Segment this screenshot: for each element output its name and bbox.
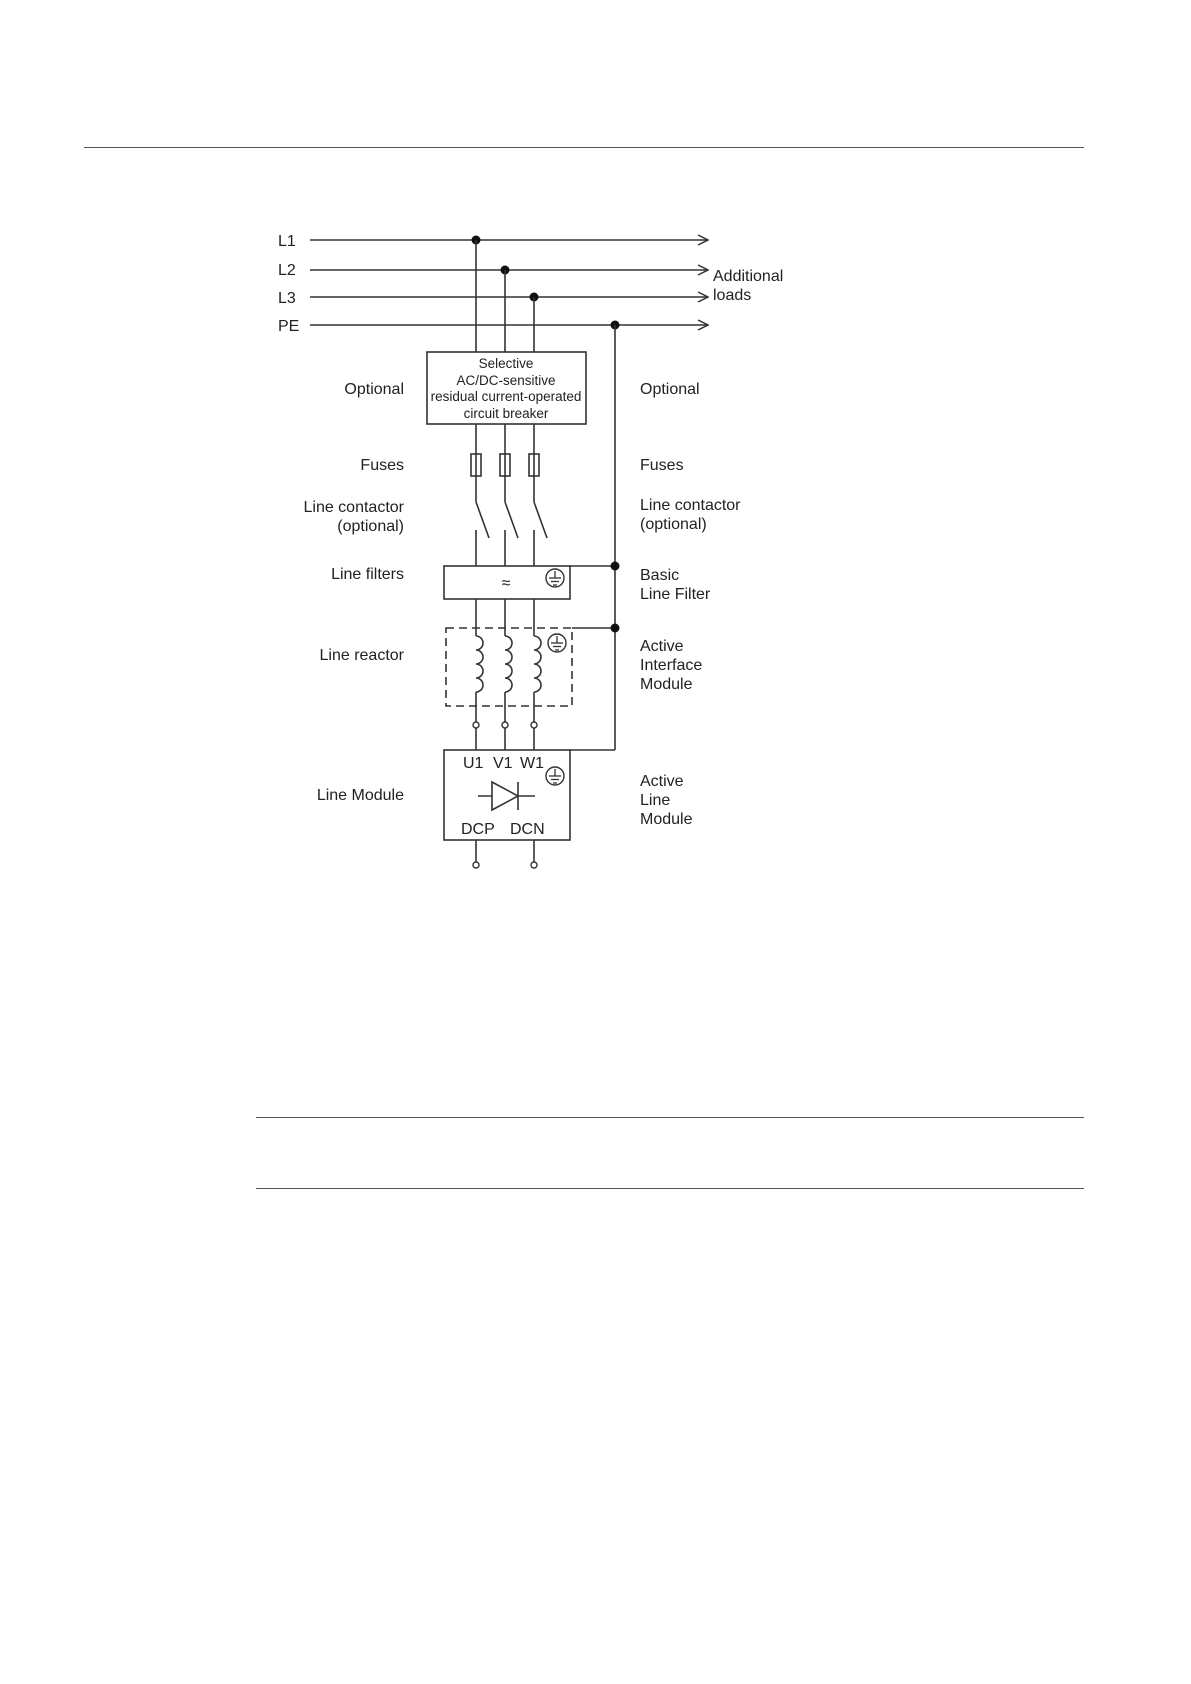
right-label-line: Line bbox=[640, 792, 671, 809]
additional-loads-line1: Additional bbox=[713, 268, 784, 285]
right-label-active: Active bbox=[640, 638, 684, 655]
reactor-coils bbox=[476, 636, 541, 692]
reactor-ground-icon bbox=[548, 634, 566, 652]
filter-ground-icon bbox=[546, 569, 564, 587]
additional-loads-line2: loads bbox=[713, 287, 752, 304]
right-label-fuses: Fuses bbox=[640, 457, 684, 474]
right-label-module: Module bbox=[640, 676, 693, 693]
right-label-line-contactor-optional: (optional) bbox=[640, 516, 707, 533]
terminal-dcp: DCP bbox=[461, 821, 495, 838]
breaker-text-line4: circuit breaker bbox=[463, 406, 549, 421]
terminal-v1: V1 bbox=[493, 755, 513, 772]
breaker-text-line1: Selective bbox=[478, 356, 534, 371]
line-contactor-switches bbox=[476, 502, 547, 538]
right-label-line-filter: Line Filter bbox=[640, 586, 711, 603]
supply-lines bbox=[310, 240, 708, 325]
junction-reactor-pe bbox=[611, 624, 620, 633]
right-label-basic: Basic bbox=[640, 567, 680, 584]
left-label-line-contactor-optional: (optional) bbox=[337, 518, 404, 535]
left-label-line-module: Line Module bbox=[316, 787, 404, 804]
fuses bbox=[471, 454, 539, 476]
module-ground-icon bbox=[546, 767, 564, 785]
right-label-optional: Optional bbox=[640, 381, 700, 398]
dcp-terminal-point bbox=[473, 862, 479, 868]
right-label-line-contactor: Line contactor bbox=[640, 497, 741, 514]
label-l2: L2 bbox=[278, 262, 296, 279]
left-label-line-filters: Line filters bbox=[331, 566, 404, 583]
left-label-line-reactor: Line reactor bbox=[319, 647, 404, 664]
junction-filter-pe bbox=[611, 562, 620, 571]
breaker-text-line3: residual current-operated bbox=[430, 389, 582, 404]
dcn-terminal-point bbox=[531, 862, 537, 868]
right-label-interface: Interface bbox=[640, 657, 703, 674]
terminal-dcn: DCN bbox=[510, 821, 545, 838]
right-label-active-line: Active bbox=[640, 773, 684, 790]
left-label-optional: Optional bbox=[344, 381, 404, 398]
left-label-line-contactor: Line contactor bbox=[303, 499, 404, 516]
label-l3: L3 bbox=[278, 290, 296, 307]
label-pe: PE bbox=[278, 318, 300, 335]
terminal-w1: W1 bbox=[520, 755, 544, 772]
label-l1: L1 bbox=[278, 233, 296, 250]
filter-symbol: ≈ bbox=[501, 575, 511, 592]
left-label-fuses: Fuses bbox=[360, 457, 404, 474]
right-label-line-module: Module bbox=[640, 811, 693, 828]
terminal-u1: U1 bbox=[463, 755, 484, 772]
breaker-text-line2: AC/DC-sensitive bbox=[456, 373, 556, 388]
